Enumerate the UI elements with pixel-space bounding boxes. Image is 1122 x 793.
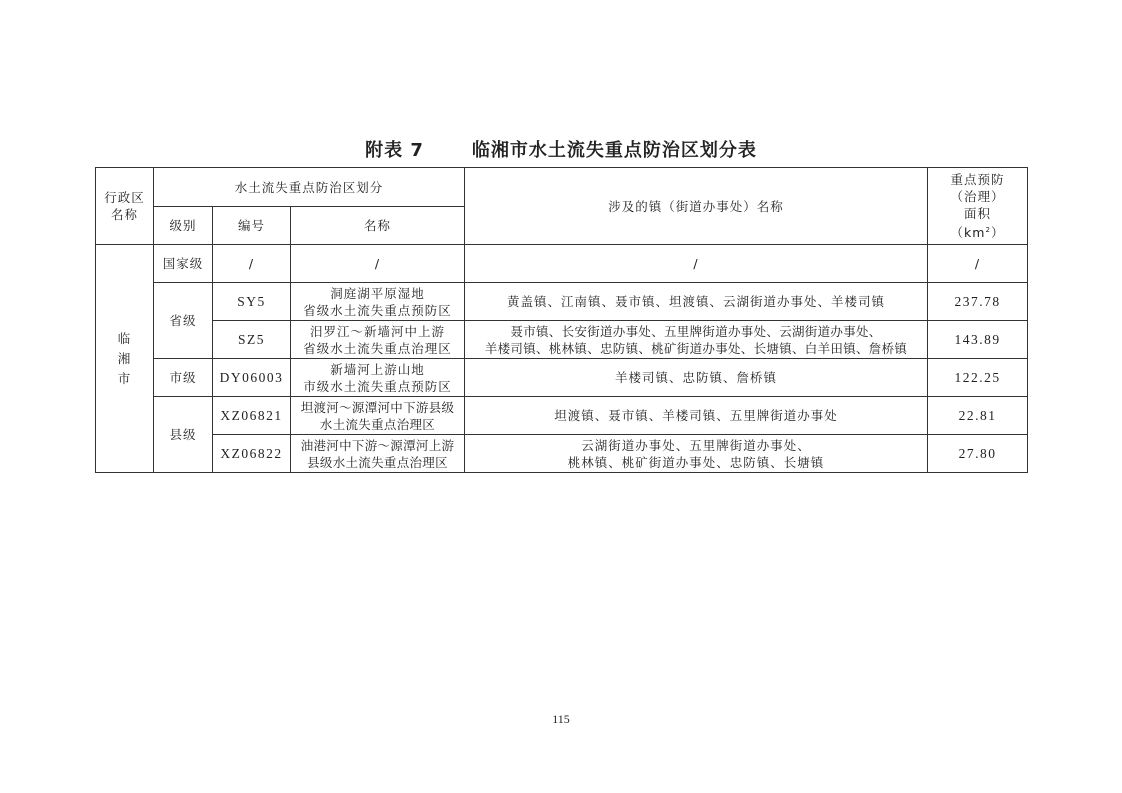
name-cell: 新墙河上游山地 市级水土流失重点预防区 [291,359,465,397]
towns-cell: / [465,245,928,283]
table-row [96,435,1028,473]
name-cell: 洞庭湖平原湿地 省级水土流失重点预防区 [291,283,465,321]
area-cell: 27.80 [928,435,1028,473]
table-row [96,283,1028,321]
area-cell: 237.78 [928,283,1028,321]
table-row [96,359,1028,397]
level-cell: 市级 [154,359,213,397]
header-towns: 涉及的镇（街道办事处）名称 [465,168,928,245]
header-level: 级别 [154,207,213,245]
code-cell: SZ5 [213,321,291,359]
towns-cell: 羊楼司镇、忠防镇、詹桥镇 [465,359,928,397]
title-text: 临湘市水土流失重点防治区划分表 [471,140,757,161]
header-code: 编号 [213,207,291,245]
name-cell: / [291,245,465,283]
header-row-1 [96,168,1028,207]
title-prefix: 附表 7 [365,140,424,161]
towns-cell: 黄盖镇、江南镇、聂市镇、坦渡镇、云湖街道办事处、羊楼司镇 [465,283,928,321]
header-area: 重点预防 （治理） 面积 $(km^2)$ [928,168,1028,245]
towns-cell: 坦渡镇、聂市镇、羊楼司镇、五里牌街道办事处 [465,397,928,435]
code-cell: SY5 [213,283,291,321]
name-cell: 汨罗江～新墙河中上游 省级水土流失重点治理区 [291,321,465,359]
header-admin: 行政区名称 [96,168,154,245]
table-row [96,397,1028,435]
code-cell: / [213,245,291,283]
level-cell: 县级 [154,397,213,473]
area-cell: 122.25 [928,359,1028,397]
page-number: 115 [552,712,570,726]
name-cell: 油港河中下游～源潭河上游 县级水土流失重点治理区 [291,435,465,473]
table-row [96,245,1028,283]
area-cell: / [928,245,1028,283]
code-cell: XZ06821 [213,397,291,435]
table-row [96,321,1028,359]
region-cell: 临 湘 市 [96,245,154,473]
level-cell: 省级 [154,283,213,359]
division-table [95,167,1028,473]
level-cell: 国家级 [154,245,213,283]
area-cell: 143.89 [928,321,1028,359]
code-cell: DY06003 [213,359,291,397]
header-name: 名称 [291,207,465,245]
area-cell: 22.81 [928,397,1028,435]
towns-cell: 云湖街道办事处、五里牌街道办事处、 桃林镇、桃矿街道办事处、忠防镇、长塘镇 [465,435,928,473]
name-cell: 坦渡河～源潭河中下游县级 水土流失重点治理区 [291,397,465,435]
towns-cell: 聂市镇、长安街道办事处、五里牌街道办事处、云湖街道办事处、 羊楼司镇、桃林镇、忠防镇、桃矿街道办事处、长塘镇、白羊田镇、詹桥镇 [465,321,928,359]
code-cell: XZ06822 [213,435,291,473]
header-division: 水土流失重点防治区划分 [154,168,465,207]
table-title [0,136,1122,162]
